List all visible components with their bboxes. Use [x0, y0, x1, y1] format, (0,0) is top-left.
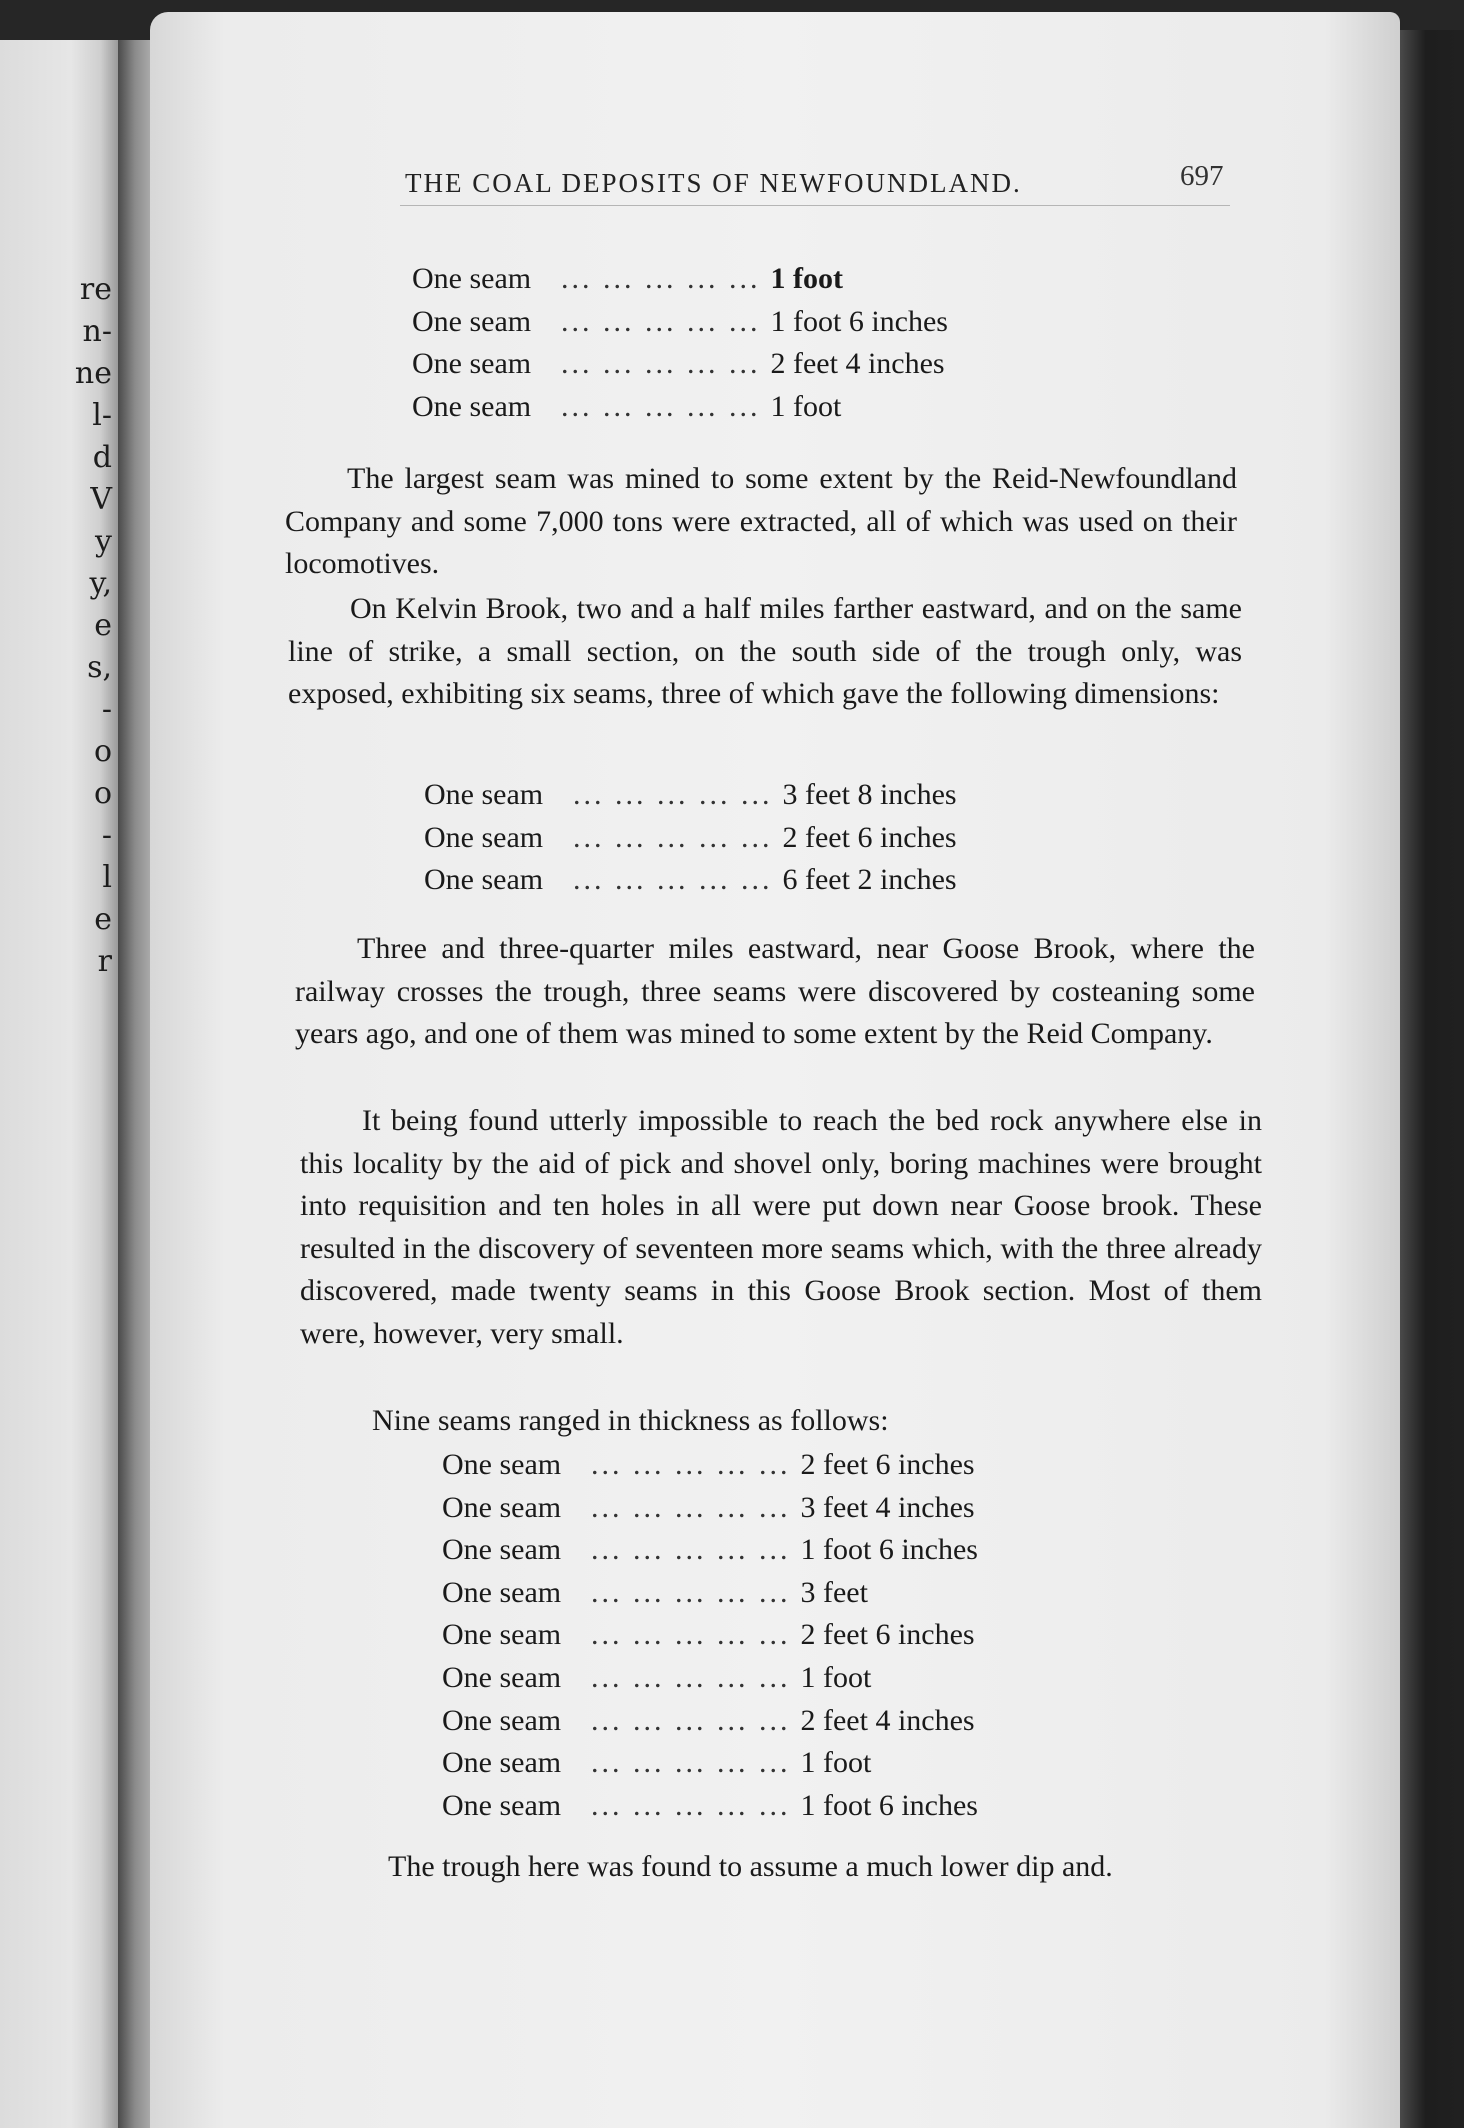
facing-page-fragment: r	[97, 944, 112, 979]
seam-label: One seam	[424, 820, 544, 854]
leader-dots: ... ... ... ... ...	[561, 347, 761, 381]
table-row	[442, 1618, 978, 1661]
seam-label: One seam	[412, 304, 532, 338]
running-title: THE COAL DEPOSITS OF NEWFOUNDLAND.	[405, 168, 1022, 198]
scan-background	[1400, 30, 1464, 2128]
seam-thickness: 2 feet 4 inches	[770, 347, 945, 381]
leader-dots: ... ... ... ... ...	[591, 1533, 791, 1567]
table-row	[442, 1789, 978, 1832]
table-row	[424, 778, 957, 821]
facing-page-fragment: s,	[87, 650, 112, 685]
seam-label: One seam	[424, 863, 544, 897]
leader-dots: ... ... ... ... ...	[591, 1703, 791, 1737]
table-row	[442, 1533, 978, 1576]
seam-thickness: 1 foot 6 inches	[770, 304, 948, 338]
facing-page-fragment: e	[94, 608, 112, 643]
facing-page-fragment: e	[94, 902, 112, 937]
seam-label: One seam	[442, 1703, 562, 1737]
table-row	[442, 1704, 978, 1747]
table-row	[442, 1576, 978, 1619]
facing-page-fragment: n-	[82, 314, 112, 349]
facing-page-fragment: o	[93, 776, 112, 811]
seam-thickness: 2 feet 6 inches	[782, 820, 957, 854]
seam-label: One seam	[442, 1746, 562, 1780]
seam-label: One seam	[412, 262, 532, 295]
leader-dots: ... ... ... ... ...	[591, 1490, 791, 1524]
facing-page-fragment: o	[93, 734, 112, 769]
leader-dots: ... ... ... ... ...	[591, 1746, 791, 1780]
facing-page-fragment: l-	[92, 398, 112, 433]
seam-label: One seam	[442, 1660, 562, 1694]
seam-thickness: 3 feet 8 inches	[782, 778, 957, 811]
seam-label: One seam	[442, 1575, 562, 1609]
seam-label: One seam	[442, 1533, 562, 1567]
seam-label: One seam	[412, 347, 532, 381]
facing-page-fragment: re	[79, 272, 112, 307]
seam-thickness: 1 foot	[770, 389, 842, 423]
seam-thickness: 1 foot	[770, 262, 843, 295]
paragraph: Nine seams ranged in thickness as follows:	[372, 1404, 889, 1437]
table-row	[442, 1491, 978, 1534]
facing-page-fragment: d	[92, 440, 112, 475]
seam-thickness: 3 feet 4 inches	[800, 1490, 975, 1524]
leader-dots: ... ... ... ... ...	[591, 1618, 791, 1652]
seam-thickness: 2 feet 4 inches	[800, 1703, 975, 1737]
page-number: 697	[1180, 160, 1224, 192]
paragraph: The trough here was found to assume a much lower dip and.	[388, 1850, 1113, 1883]
facing-page-fragment: -	[101, 818, 112, 853]
seam-thickness: 1 foot	[800, 1660, 872, 1694]
leader-dots: ... ... ... ... ...	[561, 389, 761, 423]
leader-dots: ... ... ... ... ...	[573, 820, 773, 854]
seam-table-1	[412, 262, 948, 432]
seam-label: One seam	[424, 778, 544, 811]
table-row	[442, 1448, 978, 1491]
seam-table-2	[424, 778, 957, 906]
leader-dots: ... ... ... ... ...	[573, 863, 773, 897]
leader-dots: ... ... ... ... ...	[561, 304, 761, 338]
seam-thickness: 6 feet 2 inches	[782, 863, 957, 897]
table-row	[442, 1746, 978, 1789]
paragraph: On Kelvin Brook, two and a half miles farther eastward, and on the same line of strike, a small section, on the south side of the trough only, was exposed, exhibiting six seams, three of which gave the following dimensions:	[288, 592, 1242, 710]
facing-page-fragment: y,	[89, 566, 112, 601]
leader-dots: ... ... ... ... ...	[573, 778, 773, 811]
header-rule	[400, 205, 1230, 206]
seam-table-3	[442, 1448, 978, 1831]
seam-label: One seam	[442, 1448, 562, 1481]
leader-dots: ... ... ... ... ...	[561, 262, 761, 295]
table-row	[412, 262, 948, 305]
facing-page-fragment: -	[101, 692, 112, 727]
table-row	[442, 1661, 978, 1704]
facing-page-edge	[0, 40, 118, 2128]
facing-page-fragment: V	[90, 482, 112, 517]
paragraph: The largest seam was mined to some extent by the Reid-Newfoundland Company and some 7,000 tons were extracted, all of which was used on their locomotives.	[285, 462, 1237, 580]
seam-label: One seam	[412, 389, 532, 423]
seam-thickness: 3 feet	[800, 1575, 868, 1609]
seam-thickness: 2 feet 6 inches	[800, 1448, 975, 1481]
table-row	[412, 347, 948, 390]
seam-thickness: 2 feet 6 inches	[800, 1618, 975, 1652]
seam-thickness: 1 foot	[800, 1746, 872, 1780]
seam-label: One seam	[442, 1788, 562, 1822]
table-row	[412, 390, 948, 433]
facing-page-fragment: l	[102, 860, 112, 895]
facing-page-fragment: y	[95, 524, 112, 559]
seam-thickness: 1 foot 6 inches	[800, 1533, 978, 1567]
paragraph: It being found utterly impossible to reach the bed rock anywhere else in this locality by the aid of pick and shovel only, boring machines were brought into requisition and ten holes in all were put down near Goose brook. These resulted in the discovery of seventeen more seams which, with the three already discovered, made twenty seams in this Goose Brook section. Most of them were, however, very small.	[300, 1104, 1262, 1350]
table-row	[424, 863, 957, 906]
leader-dots: ... ... ... ... ...	[591, 1448, 791, 1481]
table-row	[424, 821, 957, 864]
seam-label: One seam	[442, 1618, 562, 1652]
leader-dots: ... ... ... ... ...	[591, 1788, 791, 1822]
leader-dots: ... ... ... ... ...	[591, 1660, 791, 1694]
leader-dots: ... ... ... ... ...	[591, 1575, 791, 1609]
facing-page-fragment: ne	[74, 356, 112, 391]
table-row	[412, 305, 948, 348]
seam-label: One seam	[442, 1490, 562, 1524]
seam-thickness: 1 foot 6 inches	[800, 1788, 978, 1822]
paragraph: Three and three-quarter miles eastward, near Goose Brook, where the railway crosses the trough, three seams were discovered by costeaning some years ago, and one of them was mined to some extent by the Reid Company.	[295, 932, 1255, 1050]
